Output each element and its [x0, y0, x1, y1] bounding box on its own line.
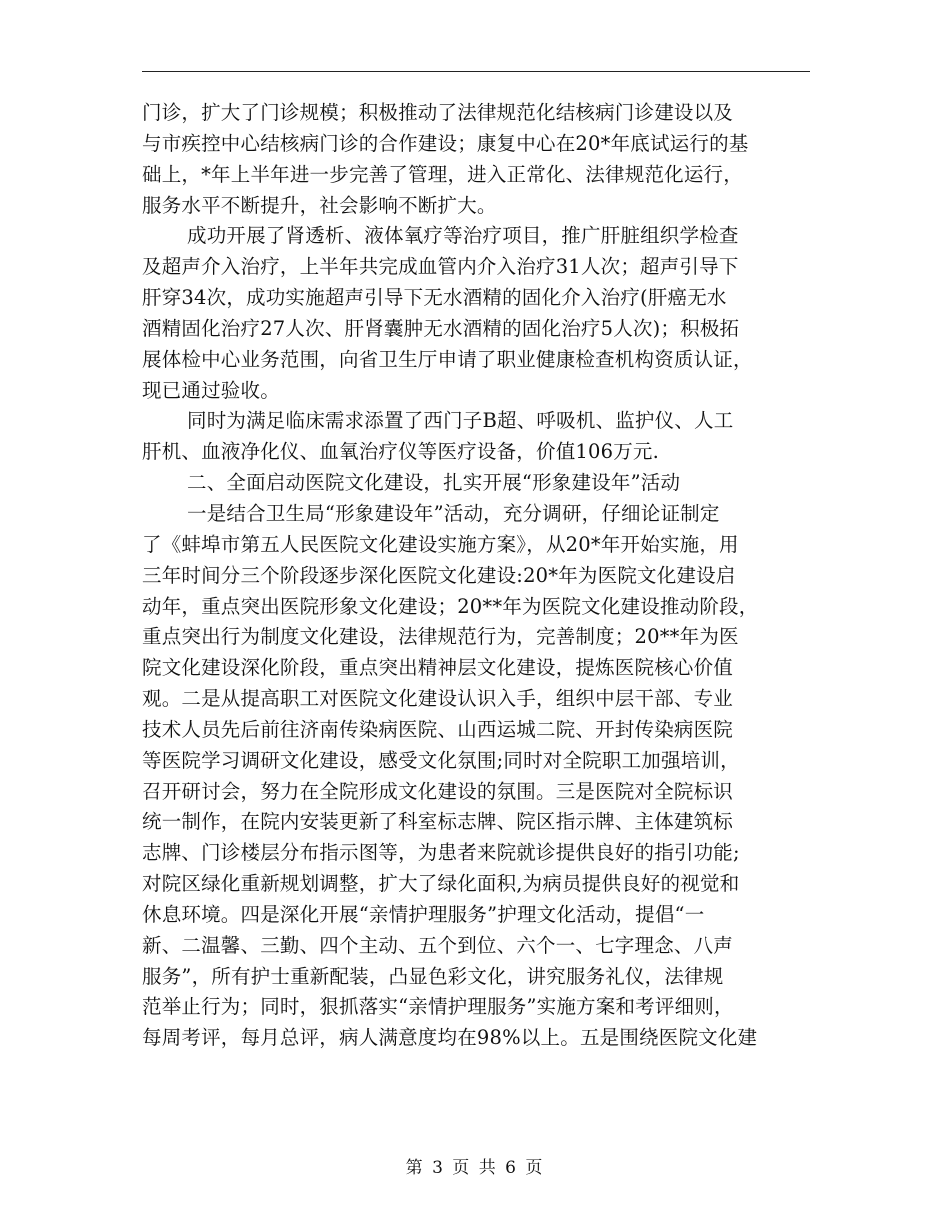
page-number: 第 3 页 共 6 页	[405, 1158, 545, 1178]
text-line: 等医院学习调研文化建设，感受文化氛围;同时对全院职工加强培训，	[142, 748, 740, 772]
text-line: 肝穿34次，成功实施超声引导下无水酒精的固化介入治疗(肝癌无水	[142, 286, 727, 310]
text-line: 观。二是从提高职工对医院文化建设认识入手，组织中层干部、专业	[142, 687, 734, 711]
text-line: 与市疾控中心结核病门诊的合作建设；康复中心在20*年底试运行的基	[142, 131, 749, 155]
text-line: 统一制作，在院内安装更新了科室标志牌、院区指示牌、主体建筑标	[142, 810, 734, 834]
text-line: 现已通过验收。	[142, 378, 280, 402]
text-line: 同时为满足临床需求添置了西门子B超、呼吸机、监护仪、人工	[187, 409, 734, 433]
text-line: 服务水平不断提升，社会影响不断扩大。	[142, 193, 497, 217]
text-line: 酒精固化治疗27人次、肝肾囊肿无水酒精的固化治疗5人次)；积极拓	[142, 316, 740, 340]
text-line: 对院区绿化重新规划调整，扩大了绿化面积,为病员提供良好的视觉和	[142, 872, 740, 896]
text-line: 院文化建设深化阶段，重点突出精神层文化建设，提炼医院核心价值	[142, 656, 734, 680]
text-line: 志牌、门诊楼层分布指示图等，为患者来院就诊提供良好的指引功能;	[142, 841, 740, 865]
header-rule	[142, 71, 810, 72]
text-line: 重点突出行为制度文化建设，法律规范行为，完善制度；20**年为医	[142, 625, 739, 649]
text-line: 新、二温馨、三勤、四个主动、五个到位、六个一、七字理念、八声	[142, 933, 734, 957]
text-line: 二、全面启动医院文化建设，扎实开展“形象建设年”活动	[187, 471, 681, 495]
text-line: 一是结合卫生局“形象建设年”活动，充分调研，仔细论证制定	[187, 501, 720, 525]
text-line: 及超声介入治疗，上半年共完成血管内介入治疗31人次；超声引导下	[142, 255, 739, 279]
document-body	[142, 98, 810, 1054]
text-line: 门诊，扩大了门诊规模；积极推动了法律规范化结核病门诊建设以及	[142, 101, 734, 124]
text-line: 范举止行为；同时，狠抓落实“亲情护理服务”实施方案和考评细则，	[142, 995, 734, 1019]
text-line: 召开研讨会，努力在全院形成文化建设的氛围。三是医院对全院标识	[142, 779, 734, 803]
text-line: 了《蚌埠市第五人民医院文化建设实施方案》，从20*年开始实施，用	[142, 532, 739, 556]
text-line: 动年，重点突出医院形象文化建设；20**年为医院文化建设推动阶段，	[142, 594, 759, 618]
text-line: 肝机、血液净化仪、血氧治疗仪等医疗设备，价值106万元.	[142, 440, 660, 464]
page-footer	[0, 1153, 950, 1178]
text-line: 础上，*年上半年进一步完善了管理，进入正常化、法律规范化运行，	[142, 162, 743, 186]
text-line: 三年时间分三个阶段逐步深化医院文化建设:20*年为医院文化建设启	[142, 563, 736, 587]
text-line: 每周考评，每月总评，病人满意度均在98%以上。五是围绕医院文化建	[142, 1026, 758, 1050]
text-line: 成功开展了肾透析、液体氧疗等治疗项目，推广肝脏组织学检查	[187, 224, 739, 248]
text-line: 休息环境。四是深化开展“亲情护理服务”护理文化活动，提倡“一	[142, 902, 705, 926]
text-line: 技术人员先后前往济南传染病医院、山西运城二院、开封传染病医院	[142, 717, 734, 741]
text-line: 展体检中心业务范围，向省卫生厅申请了职业健康检查机构资质认证，	[142, 347, 753, 371]
text-line: 服务”，所有护士重新配装，凸显色彩文化，讲究服务礼仪，法律规	[142, 964, 724, 988]
